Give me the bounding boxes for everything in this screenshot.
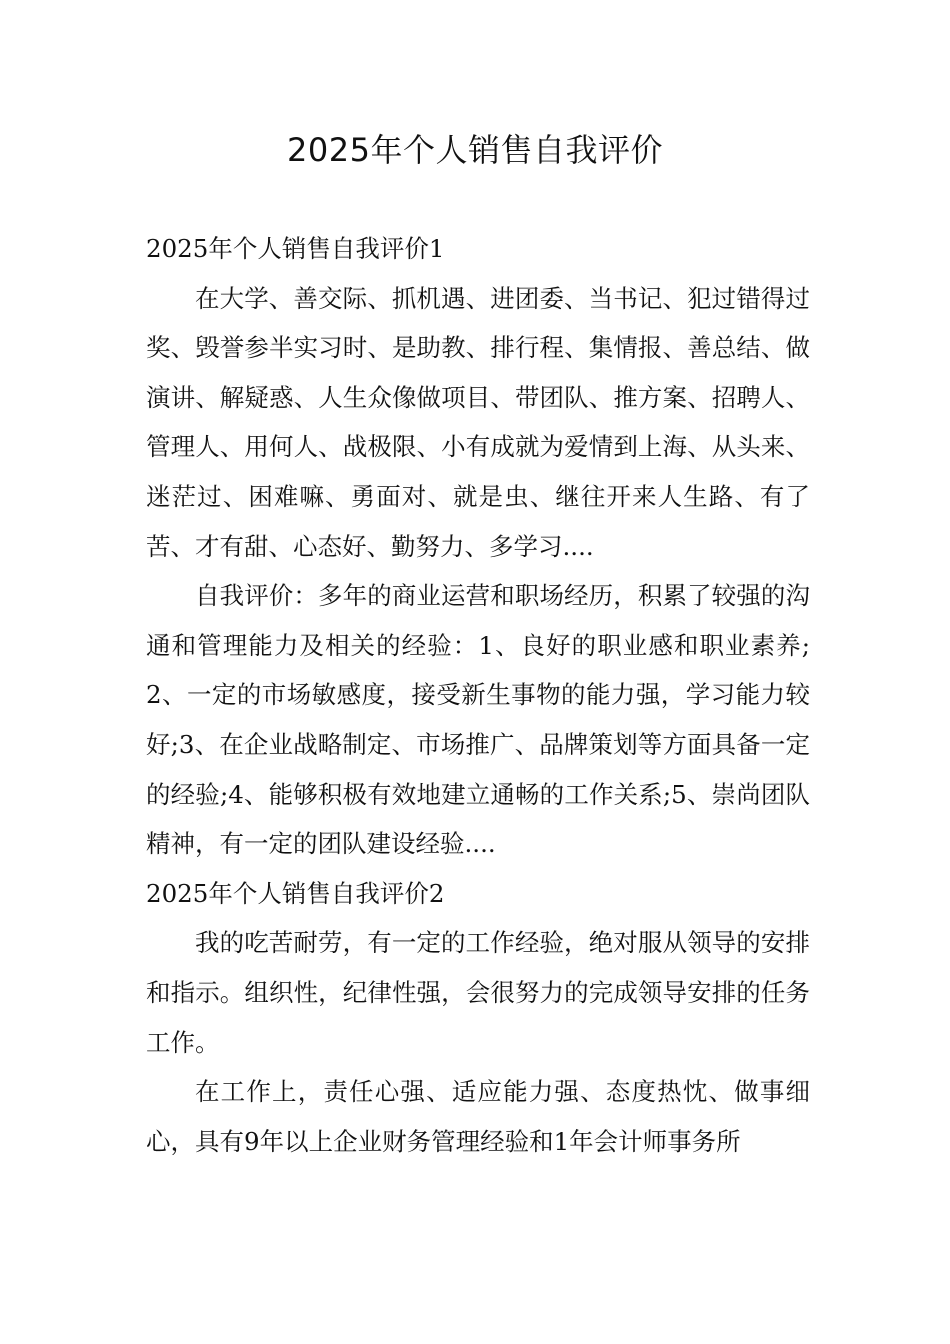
section-heading-1: 2025年个人销售自我评价1 (146, 234, 445, 263)
paragraph-2-2: 在工作上，责任心强、适应能力强、态度热忱、做事细心，具有9年以上企业财务管理经验和1年会计师事务所 (146, 1077, 810, 1156)
paragraph-1-1: 在大学、善交际、抓机遇、进团委、当书记、犯过错得过奖、毁誉参半实习时、是助教、排行程、集情报、善总结、做演讲、解疑惑、人生众像做项目、带团队、推方案、招聘人、管理人、用何人、战极限、小有成就为爱情到上海、从头来、迷茫过、困难嘛、勇面对、就是虫、继往开来人生路、有了苦、才有甜、心态好、勤努力、多学习.... (146, 283, 810, 561)
document-body (146, 224, 810, 1166)
paragraph-2-1: 我的吃苦耐劳，有一定的工作经验，绝对服从领导的安排和指示。组织性，纪律性强，会很努力的完成领导安排的任务工作。 (146, 928, 810, 1057)
section-heading-2: 2025年个人销售自我评价2 (146, 878, 445, 908)
paragraph-1-2: 自我评价：多年的商业运营和职场经历，积累了较强的沟通和管理能力及相关的经验：1、良好的职业感和职业素养;2、一定的市场敏感度，接受新生事物的能力强，学习能力较好;3、在企业战略制定、市场推广、品牌策划等方面具备一定的经验;4、能够积极有效地建立通畅的工作关系;5、崇尚团队精神，有一定的团队建设经验.... (146, 581, 810, 859)
document-title: 2025年个人销售自我评价 (287, 131, 663, 169)
